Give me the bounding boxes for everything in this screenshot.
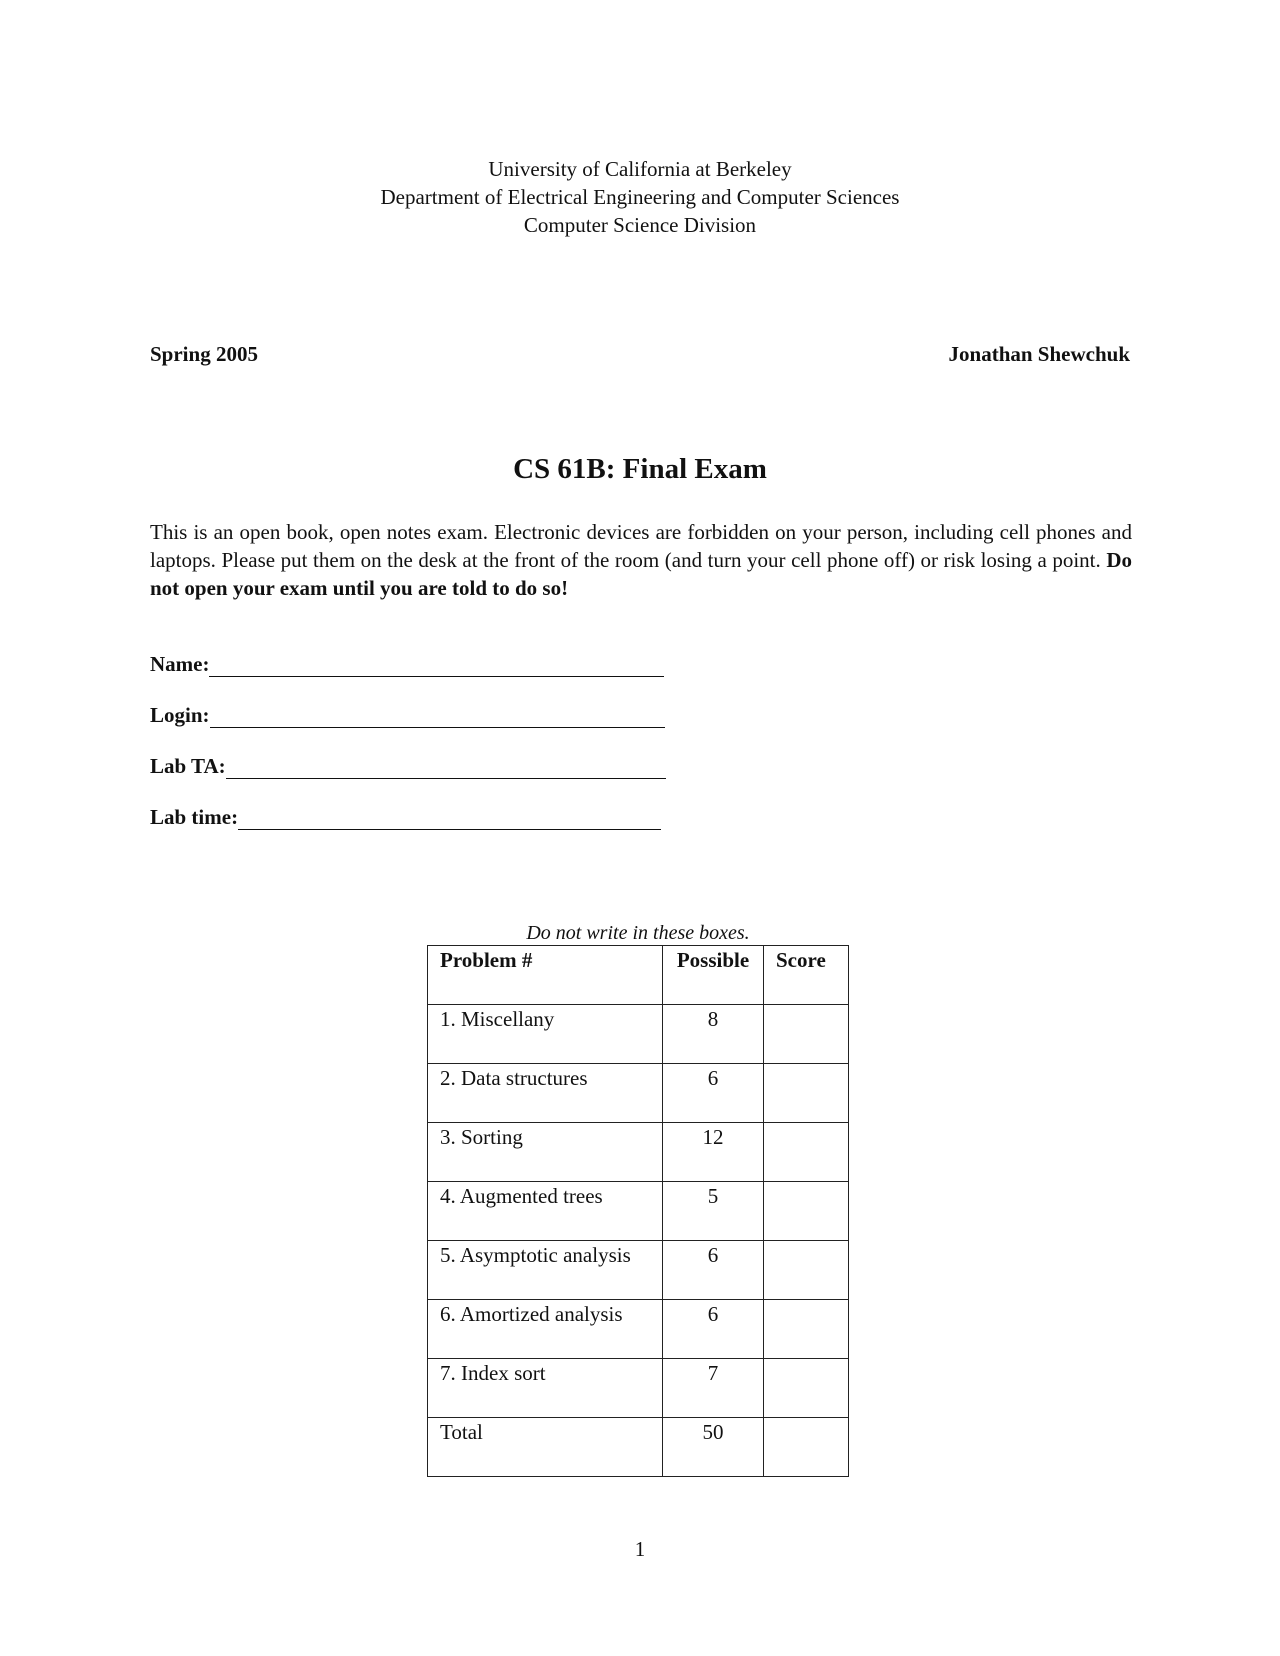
- exam-title: CS 61B: Final Exam: [513, 453, 767, 485]
- score-cell: [764, 1359, 849, 1418]
- problem-cell: 7. Index sort: [428, 1359, 663, 1418]
- lab-time-label: Lab time:: [150, 805, 239, 829]
- possible-cell: 6: [663, 1064, 764, 1123]
- table-row: [428, 1359, 849, 1418]
- possible-cell: 7: [663, 1359, 764, 1418]
- institution-header: [0, 155, 1280, 239]
- score-cell: [764, 1064, 849, 1123]
- table-row: [428, 1064, 849, 1123]
- problem-cell: 6. Amortized analysis: [428, 1300, 663, 1359]
- possible-cell: 12: [663, 1123, 764, 1182]
- possible-cell: 6: [663, 1300, 764, 1359]
- table-row: [428, 1300, 849, 1359]
- instructions-warning: Do not open your exam until you are told to do so!: [150, 548, 1132, 600]
- login-label: Login:: [150, 703, 210, 727]
- score-cell: [764, 1182, 849, 1241]
- instructions-text: This is an open book, open notes exam. Electronic devices are forbidden on your person, including cell phones and laptops. Please put them on the desk at the front of the room (and turn your cell phone off) or risk losing a point.: [150, 520, 1132, 572]
- score-table-header-row: [428, 946, 849, 1005]
- column-header-score: Score: [764, 946, 849, 1005]
- possible-cell: 5: [663, 1182, 764, 1241]
- problem-cell: 4. Augmented trees: [428, 1182, 663, 1241]
- lab-ta-label: Lab TA:: [150, 754, 226, 778]
- name-label: Name:: [150, 652, 210, 676]
- university-name: University of California at Berkeley: [488, 157, 792, 181]
- lab-time-field[interactable]: [150, 805, 661, 830]
- exam-instructions: [150, 518, 1132, 602]
- exam-term: Spring 2005: [150, 342, 258, 366]
- department-name: Department of Electrical Engineering and Computer Sciences: [380, 185, 900, 209]
- lab-ta-field[interactable]: [150, 754, 666, 779]
- table-row: [428, 1241, 849, 1300]
- possible-cell: 8: [663, 1005, 764, 1064]
- score-table-note: Do not write in these boxes.: [526, 922, 750, 944]
- possible-cell: 6: [663, 1241, 764, 1300]
- problem-cell: Total: [428, 1418, 663, 1477]
- problem-cell: 2. Data structures: [428, 1064, 663, 1123]
- page-number: 1: [634, 1537, 646, 1561]
- score-cell: [764, 1241, 849, 1300]
- score-cell: [764, 1123, 849, 1182]
- table-row: [428, 1005, 849, 1064]
- possible-cell: 50: [663, 1418, 764, 1477]
- score-cell: [764, 1005, 849, 1064]
- lab-ta-blank[interactable]: [226, 760, 666, 779]
- total-row: [428, 1418, 849, 1477]
- lab-time-blank[interactable]: [238, 811, 661, 830]
- score-table: [427, 945, 849, 1477]
- table-row: [428, 1182, 849, 1241]
- problem-cell: 1. Miscellany: [428, 1005, 663, 1064]
- login-blank[interactable]: [210, 709, 665, 728]
- name-blank[interactable]: [209, 658, 664, 677]
- score-cell: [764, 1418, 849, 1477]
- column-header-problem: Problem #: [428, 946, 663, 1005]
- instructor-name: Jonathan Shewchuk: [948, 342, 1130, 366]
- score-cell: [764, 1300, 849, 1359]
- column-header-possible: Possible: [663, 946, 764, 1005]
- division-name: Computer Science Division: [523, 213, 757, 237]
- problem-cell: 3. Sorting: [428, 1123, 663, 1182]
- login-field[interactable]: [150, 703, 665, 728]
- problem-cell: 5. Asymptotic analysis: [428, 1241, 663, 1300]
- table-row: [428, 1123, 849, 1182]
- name-field[interactable]: [150, 652, 664, 677]
